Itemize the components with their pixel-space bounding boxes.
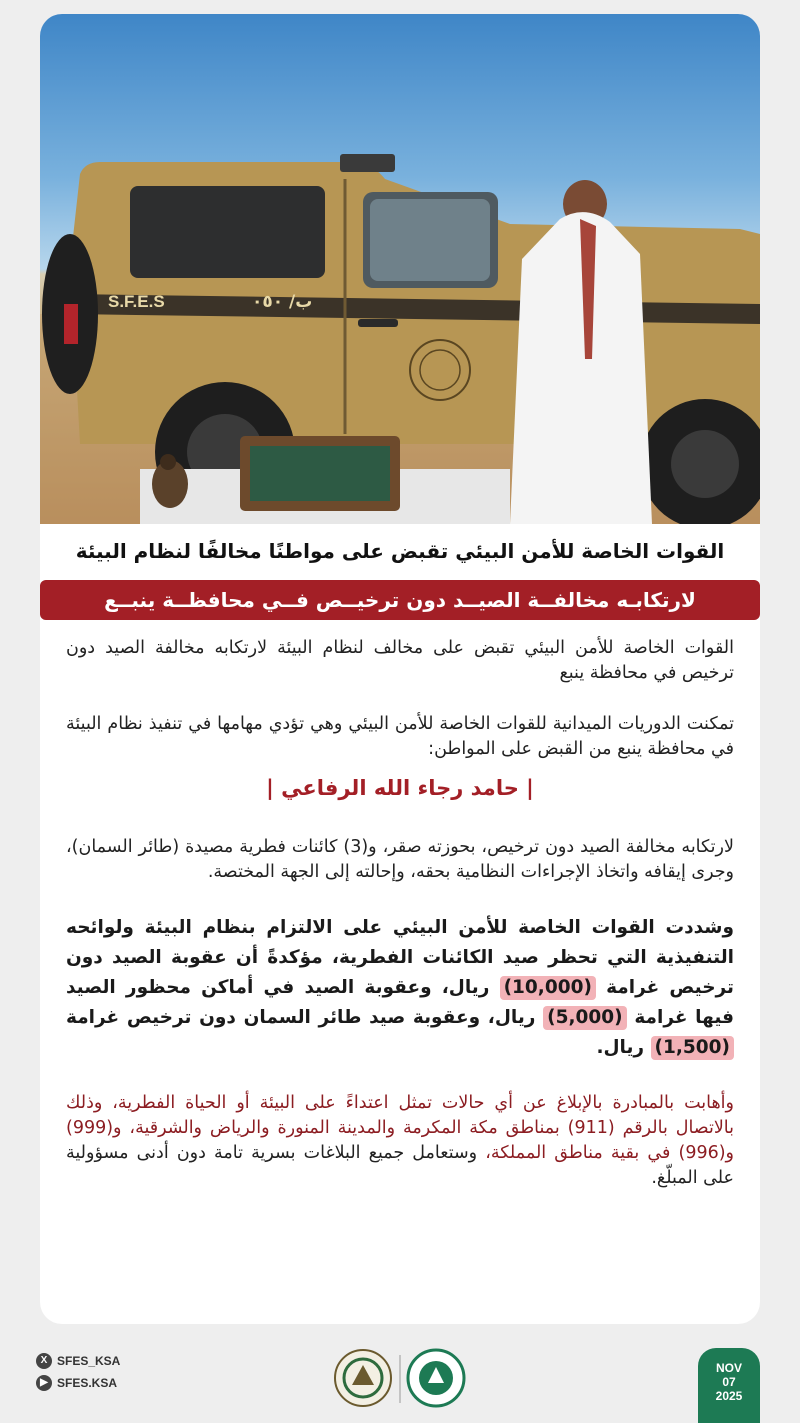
paragraph-penalties <box>66 913 734 1063</box>
paragraph-violation: لارتكابه مخالفة الصيد دون ترخيص، بحوزته صقر، و(3) كائنات فطرية مصيدة (طائر السمان)، وجرى إيقافه واتخاذ الإجراءات النظامية بحقه، وإحالته إلى الجهة المختصة. <box>66 837 734 882</box>
agency-logos <box>330 1345 470 1411</box>
reporting-text: وأهابت بالمبادرة بالإبلاغ عن أي حالات تمثل اعتداءً على البيئة أو الحياة الفطرية، وذلك بالاتصال بالرقم (911) بمناطق مكة المكرمة والمدينة المنورة والرياض والشرقية، و(999) و(996) في بقية مناطق المملكة، <box>66 1093 735 1163</box>
penalties-text-4: ريال. <box>596 1037 645 1058</box>
x-icon: X <box>36 1353 52 1369</box>
date-year: 2025 <box>715 1389 743 1403</box>
suspect-name: | حامد رجاء الله الرفاعي | <box>266 776 534 800</box>
headline-title: القوات الخاصة للأمن البيئي تقبض على مواطنًا مخالفًا لنظام البيئة <box>75 539 725 563</box>
ministry-emblem-logo <box>408 1350 464 1406</box>
headline-subtitle-bar: لارتكابـه مخالفــة الصيــد دون ترخيــص فــي محافظــة ينبــع <box>40 580 760 620</box>
vehicle-scene-illustration <box>40 14 760 524</box>
fine-amount-2: (5,000) <box>543 1006 626 1030</box>
paragraph-arrest: تمكنت الدوريات الميدانية للقوات الخاصة للأمن البيئي وهي تؤدي مهامها في تنفيذ نظام البيئة في محافظة ينبع من القبض على المواطن: <box>66 714 734 759</box>
x-handle: SFES_KSA <box>57 1354 121 1368</box>
date-month: NOV <box>715 1361 742 1375</box>
youtube-icon: ▶ <box>36 1375 52 1391</box>
vehicle-plate: S.F.E.S <box>108 292 165 311</box>
youtube-handle-row[interactable] <box>36 1372 120 1394</box>
date-badge <box>698 1348 760 1423</box>
penalties-text-1: وشددت القوات الخاصة للأمن البيئي على الالتزام بنظام البيئة ولوائحه التنفيذية التي تحظر صيد الكائنات الفطرية، مؤكدةً أن عقوبة الصيد دون ترخيص غرامة <box>66 917 734 998</box>
news-photo <box>40 14 760 524</box>
penalties-text-3: ريال، وعقوبة صيد طائر السمان دون ترخيص غرامة <box>66 1007 536 1028</box>
paragraph-reporting <box>66 1091 734 1191</box>
news-card <box>40 14 760 1324</box>
article-body <box>66 636 734 1219</box>
confidentiality-text: وستعامل جميع البلاغات بسرية تامة دون أدنى مسؤولية على المبلّغ. <box>66 1143 734 1188</box>
vehicle-number: ب/ ٠٥٠ <box>252 292 313 312</box>
youtube-handle: SFES.KSA <box>57 1376 118 1390</box>
fine-amount-3: (1,500) <box>651 1036 734 1060</box>
sfes-emblem-logo <box>335 1350 391 1406</box>
penalties-text-2: ريال، وعقوبة الصيد في أماكن محظور الصيد فيها غرامة <box>66 977 734 1028</box>
date-day: 07 <box>722 1375 736 1389</box>
x-handle-row[interactable] <box>36 1350 120 1372</box>
social-handles <box>36 1350 120 1394</box>
fine-amount-1: (10,000) <box>500 976 596 1000</box>
paragraph-summary: القوات الخاصة للأمن البيئي تقبض على مخالف لنظام البيئة لارتكابه مخالفة الصيد دون ترخيص في محافظة ينبع <box>66 638 734 683</box>
